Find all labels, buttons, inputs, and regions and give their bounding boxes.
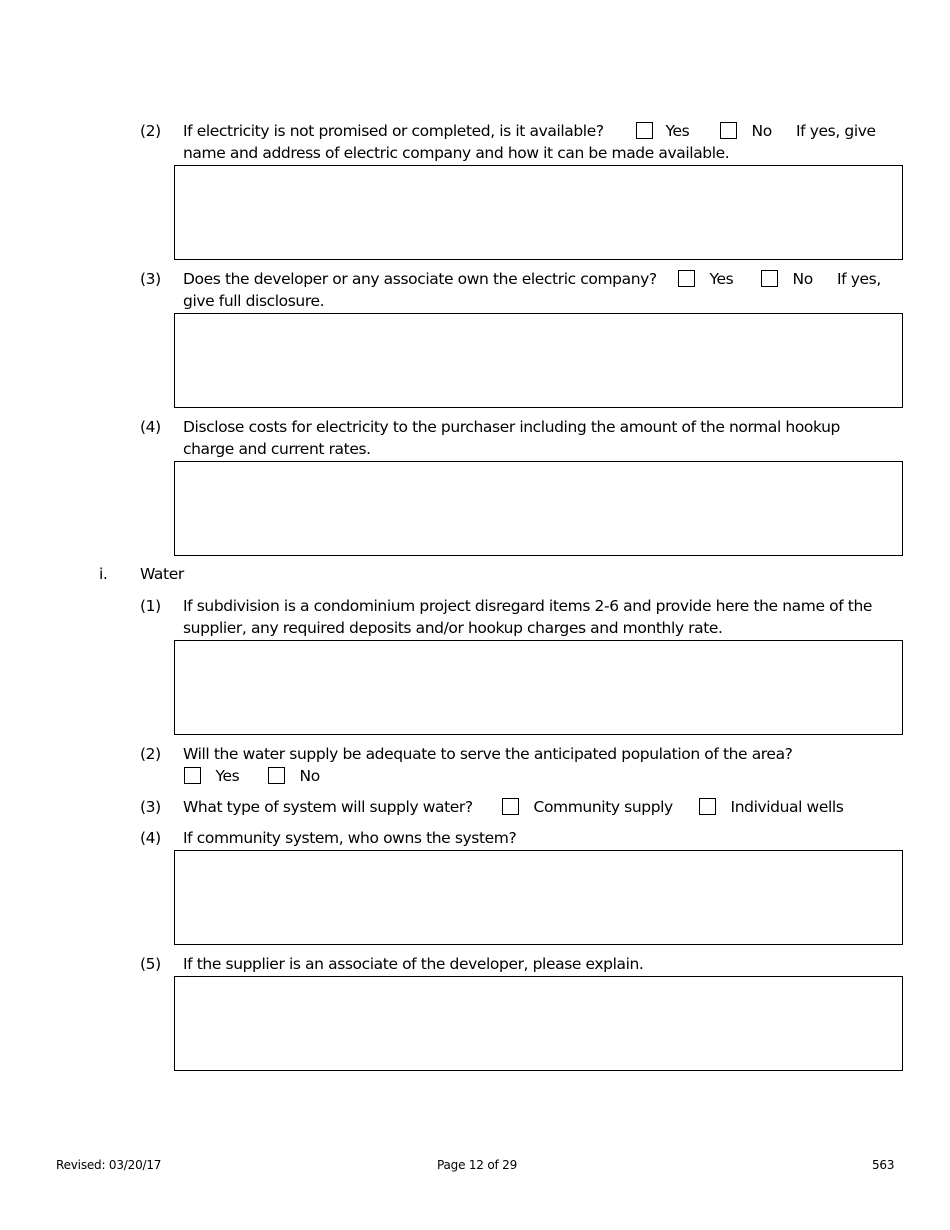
question-text [183,120,604,142]
follow-up-text: If yes, [837,270,881,288]
yes-checkbox[interactable] [636,122,653,139]
page-number: Page 12 of 29 [437,1158,517,1172]
follow-up-text: If yes, give [796,122,876,140]
system-owner-answer-box[interactable] [174,850,903,945]
electricity-costs-answer-box[interactable] [174,461,903,556]
question-text-line2: name and address of electric company and how it can be made available. [183,144,730,162]
question-text: What type of system will supply water? [183,798,473,816]
item-number: (3) [140,270,161,288]
yes-option[interactable] [184,765,239,787]
no-option[interactable] [761,268,813,290]
section-label: i. [99,565,108,583]
yes-label: Yes [215,767,240,785]
no-checkbox[interactable] [268,767,285,784]
no-checkbox[interactable] [720,122,737,139]
form-number: 563 [872,1158,895,1172]
item-number: (1) [140,597,161,615]
supplier-explanation-answer-box[interactable] [174,976,903,1071]
yes-option[interactable] [636,120,689,142]
item-number: (2) [140,122,161,140]
electric-company-answer-box[interactable] [174,165,903,260]
yes-checkbox[interactable] [678,270,695,287]
community-supply-option[interactable] [502,796,673,818]
individual-wells-label: Individual wells [730,798,844,816]
individual-wells-checkbox[interactable] [699,798,716,815]
yes-option[interactable] [678,268,733,290]
water-supplier-answer-box[interactable] [174,640,903,735]
individual-wells-option[interactable] [699,796,843,818]
yes-label: Yes [665,122,690,140]
community-supply-label: Community supply [533,798,673,816]
item-number: (3) [140,798,161,816]
question-text: If the supplier is an associate of the developer, please explain. [183,955,644,973]
section-title: Water [140,565,184,583]
question-text-line2: supplier, any required deposits and/or hookup charges and monthly rate. [183,619,723,637]
revised-date: Revised: 03/20/17 [56,1158,162,1172]
question-text: If subdivision is a condominium project disregard items 2-6 and provide here the name of the [183,597,873,615]
question-text-line2: give full disclosure. [183,292,325,310]
question-label: If electricity is not promised or completed, is it available? [183,122,604,140]
yes-label: Yes [709,270,734,288]
community-supply-checkbox[interactable] [502,798,519,815]
question-text-line2: charge and current rates. [183,440,371,458]
no-option[interactable] [268,765,320,787]
no-checkbox[interactable] [761,270,778,287]
yes-checkbox[interactable] [184,767,201,784]
question-text: Does the developer or any associate own the electric company? [183,270,657,288]
no-option[interactable] [720,120,772,142]
item-number: (2) [140,745,161,763]
item-number: (4) [140,418,161,436]
no-label: No [751,122,772,140]
question-text: If community system, who owns the system? [183,829,517,847]
disclosure-answer-box[interactable] [174,313,903,408]
question-text: Disclose costs for electricity to the purchaser including the amount of the normal hookup [183,418,840,436]
question-text: Will the water supply be adequate to serve the anticipated population of the area? [183,745,793,763]
no-label: No [792,270,813,288]
no-label: No [299,767,320,785]
item-number: (4) [140,829,161,847]
item-number: (5) [140,955,161,973]
